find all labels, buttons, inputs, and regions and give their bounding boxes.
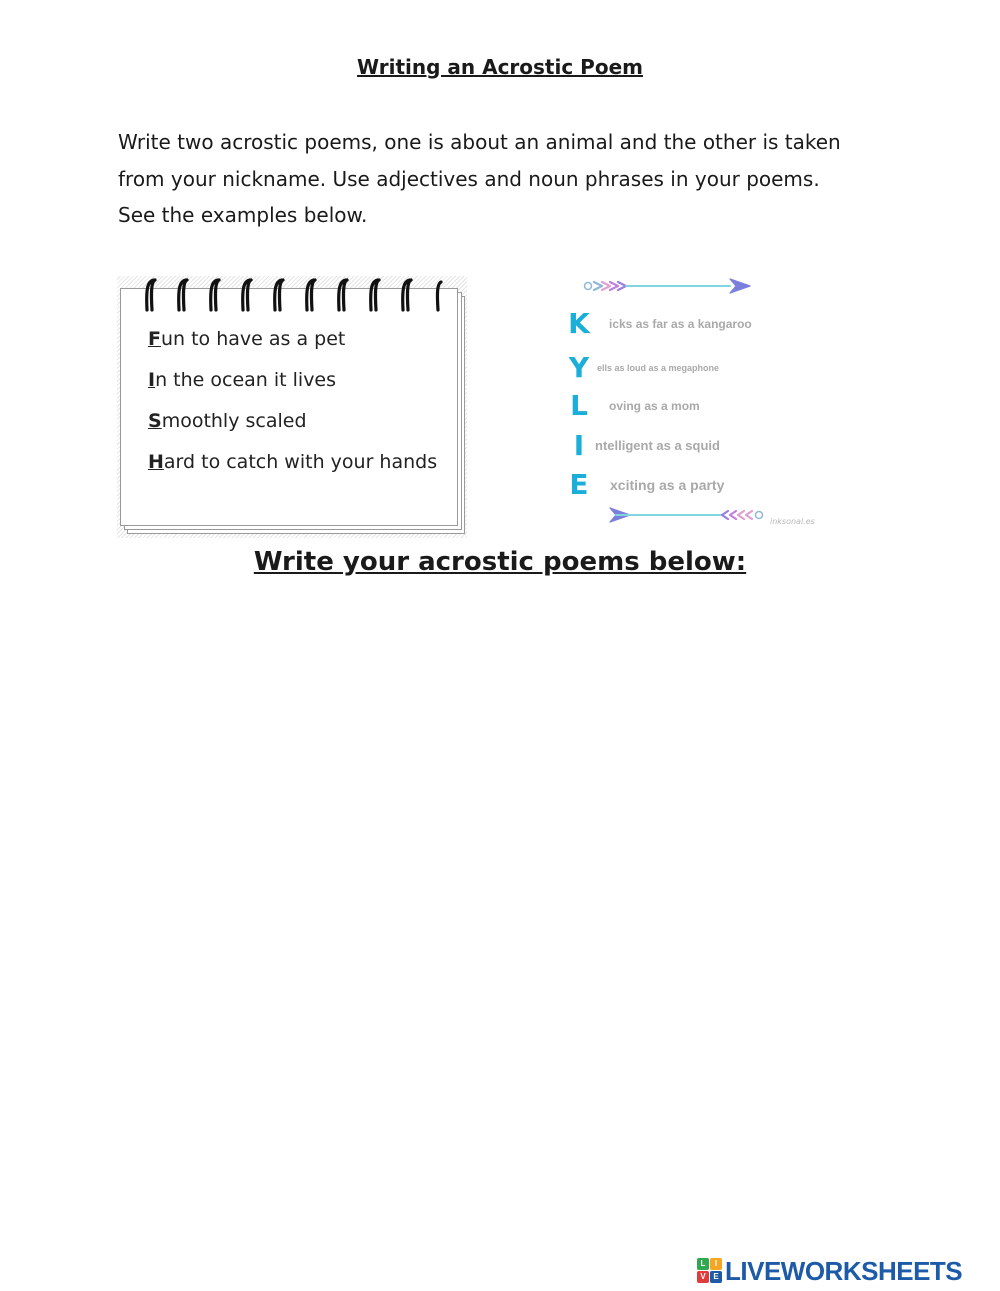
section-heading: Write your acrostic poems below:: [253, 547, 747, 577]
instruction-line: Write two acrostic poems, one is about an animal and the other is taken: [118, 130, 841, 154]
poem-line: Smoothly scaled: [148, 410, 307, 432]
kylie-example-image: [540, 262, 815, 534]
poem-line: In the ocean it lives: [148, 369, 337, 391]
instruction-line: See the examples below.: [118, 203, 368, 227]
kylie-line: L oving as a mom: [570, 389, 700, 422]
page-title: Writing an Acrostic Poem: [357, 55, 643, 79]
image-signature: inksonal.es: [770, 517, 815, 526]
poem-line: Hard to catch with your hands: [148, 451, 438, 473]
spiral-rings-icon: [117, 276, 467, 326]
poem-line: Fun to have as a pet: [148, 328, 346, 350]
kylie-line: E xciting as a party: [569, 468, 725, 501]
instruction-line: from your nickname. Use adjectives and noun phrases in your poems.: [118, 166, 820, 191]
kylie-line: Y ells as loud as a megaphone: [568, 351, 720, 384]
notebook-poem: [148, 328, 437, 492]
logo-blocks-icon: L I V E: [697, 1258, 723, 1284]
notebook-example-image: [117, 276, 467, 538]
kylie-line: I ntelligent as a squid: [573, 429, 720, 462]
instructions: [118, 124, 908, 234]
kylie-line: K icks as far as a kangaroo: [568, 307, 752, 340]
brand-name: LIVEWORKSHEETS: [725, 1256, 963, 1286]
